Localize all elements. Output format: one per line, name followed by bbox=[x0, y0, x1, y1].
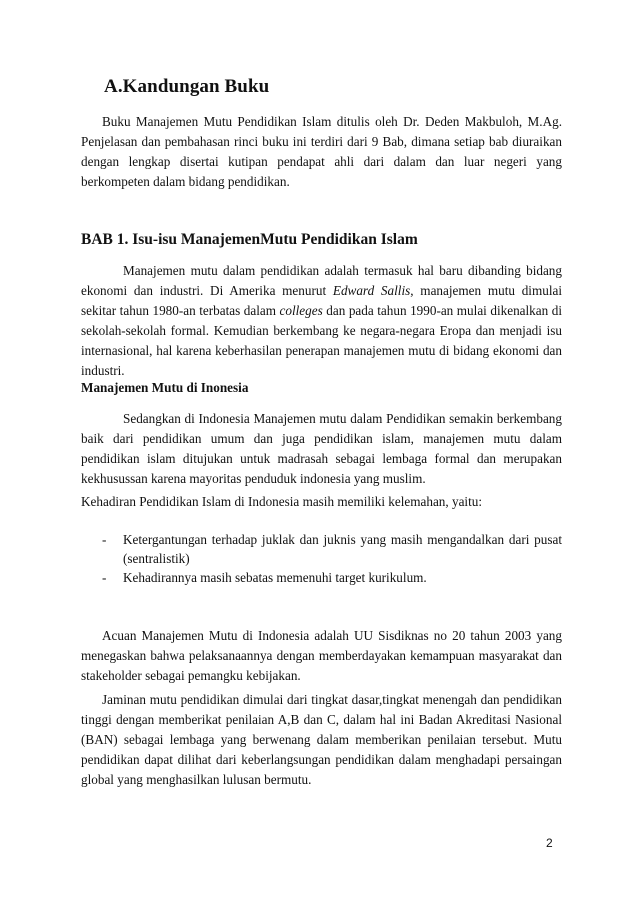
list-item-text: Kehadirannya masih sebatas memenuhi target kurikulum. bbox=[123, 570, 427, 585]
list-dash: - bbox=[102, 570, 107, 585]
author-name: Edward Sallis bbox=[332, 283, 411, 298]
list-item bbox=[81, 568, 562, 587]
chapter-paragraph bbox=[81, 261, 562, 381]
quality-paragraph: Jaminan mutu pendidikan dimulai dari tingkat dasar,tingkat menengah dan pendidikan tinggi dengan memberikat penilaian A,B dan C, dalam hal ini Badan Akreditasi Nasional (BAN) sebagai lembaga yang berwenang dalam memberikan penilaian tersebut. Mutu pendidikan dapat dilihat dari keberlangsungan pendidikan dalam menghadapi persaingan global yang menghasilkan lulusan bermutu. bbox=[81, 692, 562, 787]
chapter-paragraph-part-c: dan pada tahun 1990-an mulai dikenalkan di sekolah-sekolah formal. Kemudian berkembang ke negara-negara Eropa dan menjadi isu internasional, hal karena keberhasilan penerapan manajemen mutu di bidang ekonomi dan industri. bbox=[81, 303, 563, 378]
section-heading bbox=[104, 76, 269, 98]
weakness-list bbox=[81, 530, 562, 587]
reference-paragraph: Acuan Manajemen Mutu di Indonesia adalah UU Sisdiknas no 20 tahun 2003 yang menegaskan bahwa pelaksanaannya dengan memberdayakan kemampuan masyarakat dan stakeholder sebagai pemangku kebijakan. bbox=[81, 628, 562, 683]
colleges-term: colleges bbox=[279, 303, 323, 318]
page-number: 2 bbox=[546, 836, 553, 850]
chapter-paragraph-part-a: Manajemen mutu dalam pendidikan adalah termasuk hal baru dibanding bidang ekonomi dan industri. Di Amerika menurut bbox=[81, 263, 562, 298]
weakness-intro: Kehadiran Pendidikan Islam di Indonesia masih memiliki kelemahan, yaitu: bbox=[81, 494, 483, 509]
chapter-paragraph-part-b: , manajemen mutu dimulai sekitar tahun 1980-an terbatas dalam bbox=[81, 283, 563, 318]
chapter-heading: BAB 1. Isu-isu ManajemenMutu Pendidikan Islam bbox=[81, 231, 418, 248]
list-item bbox=[81, 530, 562, 568]
intro-paragraph: Buku Manajemen Mutu Pendidikan Islam ditulis oleh Dr. Deden Makbuloh, M.Ag. Penjelasan dan pembahasan rinci buku ini terdiri dari 9 Bab, dimana setiap bab diuraikan dengan lengkap disertai kutipan pendapat ahli dari dalam dan luar negeri yang berkompeten dalam bidang pendidikan. bbox=[81, 114, 562, 189]
list-dash: - bbox=[102, 532, 107, 547]
list-item-text: Ketergantungan terhadap juklak dan juknis yang masih mengandalkan dari pusat (sentralistik) bbox=[123, 532, 562, 566]
subheading: Manajemen Mutu di Inonesia bbox=[81, 380, 249, 395]
indonesia-paragraph: Sedangkan di Indonesia Manajemen mutu dalam Pendidikan semakin berkembang baik dari pendidikan umum dan juga pendidikan islam, manajemen mutu dalam pendidikan islam ditujukan untuk madrasah sebagai lembaga formal dan merupakan kekhusussan karena mayoritas penduduk indonesia yang muslim. bbox=[81, 411, 562, 486]
section-label: A. bbox=[104, 76, 123, 97]
section-title: Kandungan Buku bbox=[122, 76, 270, 97]
